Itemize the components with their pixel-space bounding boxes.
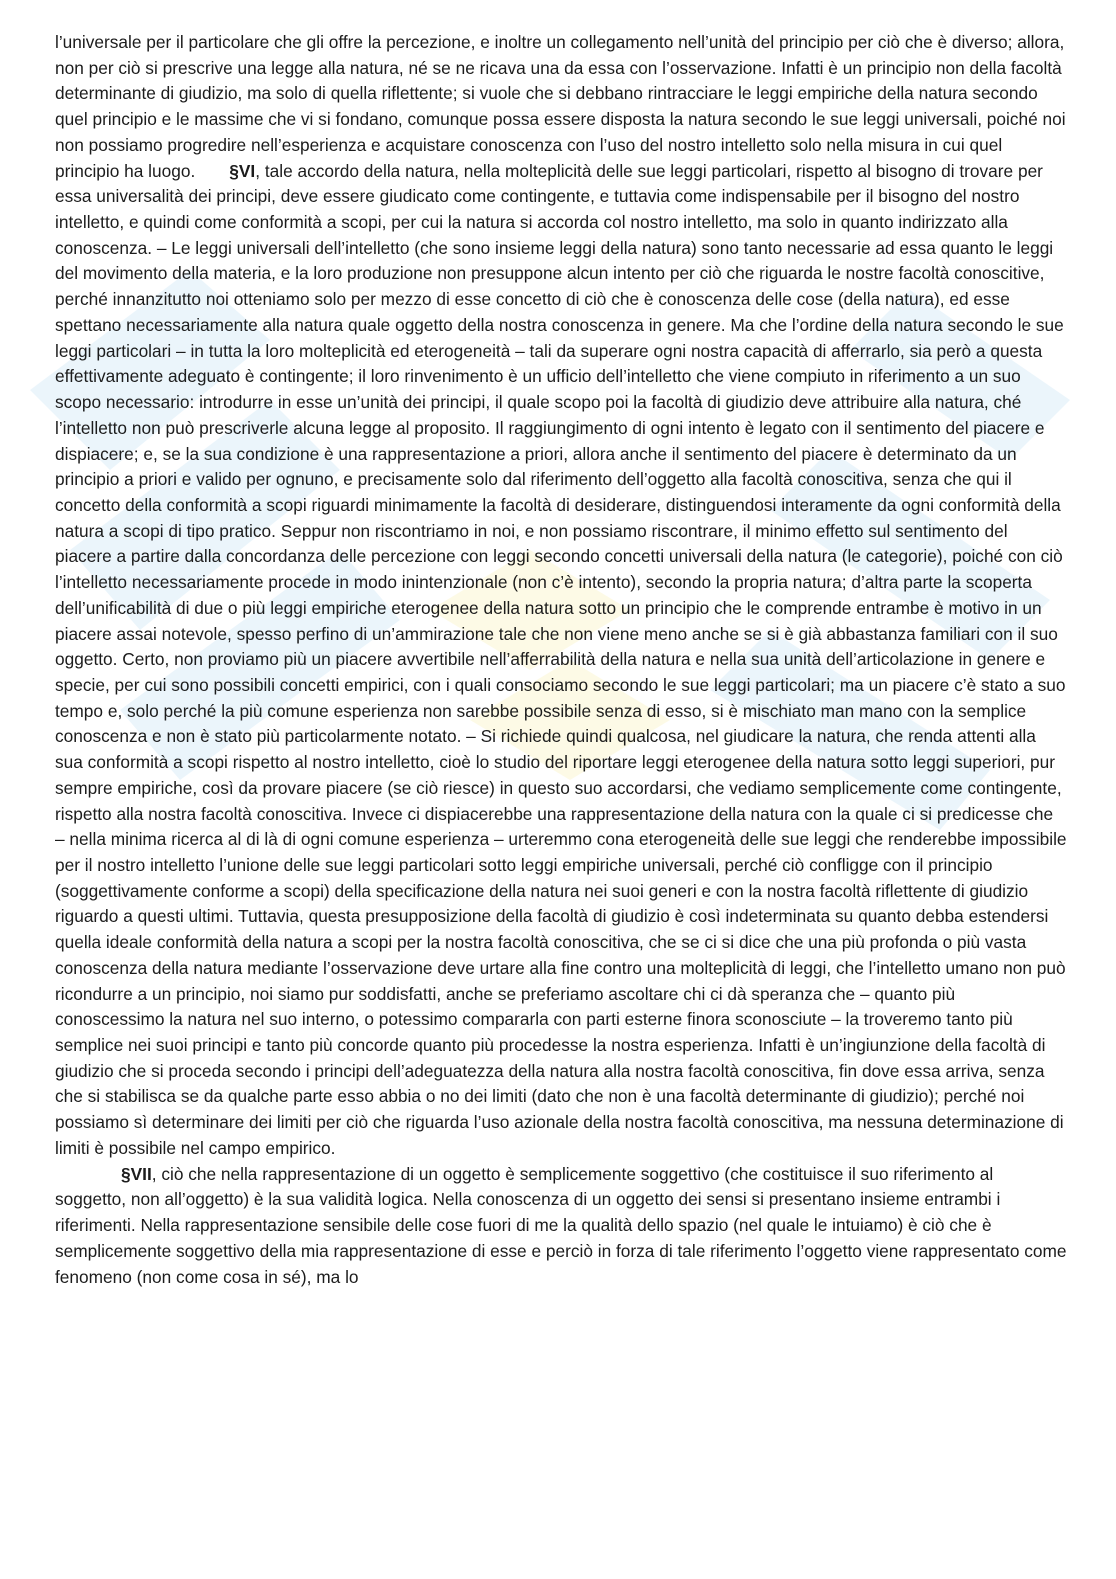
section-vii-mark: §VII [121, 1163, 152, 1184]
paragraph-vi-body: , tale accordo della natura, nella molteplicità delle sue leggi particolari, rispetto al bisogno di trovare per essa universalità dei principi, deve essere giudicato come contingente, e tuttavia come indispensabile per il bisogno del nostro intelletto, e quindi come conformità a scopi, per cui la natura si accorda col nostro intelletto, ma solo in quanto indirizzato alla conoscenza. – Le leggi universali dell’intelletto (che sono insieme leggi della natura) sono tanto necessarie ad essa quanto le leggi del movimento della materia, e la loro produzione non presuppone alcun intento per ciò che riguarda le nostre facoltà conoscitive, perché innanzitutto noi otteniamo solo per mezzo di esse concetto di ciò che è conoscenza delle cose (della natura), ed esse spettano necessariamente alla natura quale oggetto della nostra conoscenza in genere. Ma che l’ordine della natura secondo le sue leggi particolari – in tutta la loro molteplicità ed eterogeneità – tali da superare ogni nostra capacità di afferrarlo, sia però a questa effettivamente adeguato è contingente; il loro rinvenimento è un ufficio dell’intelletto che viene compiuto in riferimento a un suo scopo necessario: introdurre in esse un’unità dei principi, il quale scopo poi la facoltà di giudizio deve attribuire alla natura, ché l’intelletto non può prescriverle alcuna legge al proposito. Il raggiungimento di ogni intento è legato con il sentimento del piacere e dispiacere; e, se la sua condizione è una rappresentazione a priori, allora anche il sentimento del piacere è determinato da un principio a priori e valido per ognuno, e precisamente solo dal riferimento dell’oggetto alla facoltà conoscitiva, senza che qui il concetto della conformità a scopi riguardi minimamente la facoltà di desiderare, distinguendosi interamente da ogni conformità della natura a scopi di tipo pratico. Seppur non riscontriamo in noi, e non possiamo riscontrare, il minimo effetto sul sentimento del piacere a partire dalla concordanza delle percezione con leggi secondo concetti universali della natura (le categorie), poiché con ciò l’intelletto necessariamente procede in modo inintenzionale (non c’è intento), secondo la propria natura; d’altra parte la scoperta dell’unificabilità di due o più leggi empiriche eterogenee della natura sotto un principio che le comprende entrambe è motivo in un piacere assai notevole, spesso perfino di un’ammirazione tale che non viene meno anche se si è già abbastanza familiari con il suo oggetto. Certo, non proviamo più un piacere avvertibile nell’afferrabilità della natura e nella sua unità dell’articolazione in genere e specie, per cui sono possibili concetti empirici, con i quali consociamo secondo le sue leggi particolari; ma un piacere c’è stato a suo tempo e, solo perché la più comune esperienza non sarebbe possibile senza di esso, si è mischiato man mano con la semplice conoscenza e non è stato più particolarmente notato. – Si richiede quindi qualcosa, nel giudicare la natura, che renda attenti alla sua conformità a scopi rispetto al nostro intelletto, cioè lo studio del riportare leggi eterogenee della natura sotto leggi superiori, pur sempre empiriche, così da provare piacere (se ciò riesce) in questo suo accordarsi, che vediamo semplicemente come contingente, rispetto alla nostra facoltà conoscitiva. Invece ci dispiacerebbe una rappresentazione della natura con la quale ci si predicesse che – nella minima ricerca al di là di ogni comune esperienza – urteremmo cona eterogeneità delle sue leggi che renderebbe impossibile per il nostro intelletto l’unione delle sue leggi particolari sotto leggi empiriche universali, perché ciò confligge con il principio (soggettivamente conforme a scopi) della specificazione della natura nei suoi generi e con la nostra facoltà riflettente di giudizio riguardo a questi ultimi. Tuttavia, questa presupposizione della facoltà di giudizio è così indeterminata su quanto debba estendersi quella ideale conformità della natura a scopi per la nostra facoltà conoscitiva, che se ci si dice che una più profonda o più vasta conoscenza della natura mediante l’osservazione deve urtare alla fine contro una molteplicità di leggi, che l’intelletto umano non può ricondurre a un principio, noi siamo pur soddisfatti, anche se preferiamo ascoltare chi ci dà speranza che – quanto più conoscessimo la natura nel suo interno, o potessimo compararla con parti esterne finora sconosciute – la troveremo tanto più semplice nei suoi principi e tanto più concorde quanto più procedesse la nostra esperienza. Infatti è un’ingiunzione della facoltà di giudizio che si proceda secondo i principi dell’adeguatezza della natura alla nostra facoltà conoscitiva, fin dove essa arriva, senza che si stabilisca se da qualche parte esso abbia o no dei limiti (dato che non è una facoltà determinante di giudizio); perché noi possiamo sì determinare dei limiti per ciò che riguarda l’uso azionale della nostra facoltà conoscitiva, ma nessuna determinazione di limiti è possibile nel campo empirico. [55, 160, 1067, 1158]
document-text [55, 30, 1067, 1290]
paragraph-vi-intro: l’universale per il particolare che gli offre la percezione, e inoltre un collegamento nell’unità del principio per ciò che è diverso; allora, non per ciò si prescrive una legge alla natura, né se ne ricava una da essa con l’osservazione. Infatti è un principio non della facoltà determinante di giudizio, ma solo di quella riflettente; si vuole che si debbano rintracciare le leggi empiriche della natura secondo quel principio e le massime che vi si fondano, comunque possa essere disposta la natura secondo le sue leggi universali, poiché noi non possiamo progredire nell’esperienza e acquistare conoscenza con l’uso del nostro intelletto solo nella misura in cui quel principio ha luogo. [55, 32, 1066, 181]
section-vi-mark: §VI [229, 160, 256, 181]
paragraph-vi [55, 30, 1067, 1162]
paragraph-vii-body: , ciò che nella rappresentazione di un oggetto è semplicemente soggettivo (che costituisce il suo riferimento al soggetto, non all’oggetto) è la sua validità logica. Nella conoscenza di un oggetto dei sensi si presentano insieme entrambi i riferimenti. Nella rappresentazione sensibile delle cose fuori di me la qualità dello spazio (nel quale le intuiamo) è ciò che è semplicemente soggettivo della mia rappresentazione di esse e perciò in forza di tale riferimento l’oggetto viene rappresentato come fenomeno (non come cosa in sé), ma lo [55, 1163, 1067, 1287]
paragraph-vii [55, 1162, 1067, 1291]
